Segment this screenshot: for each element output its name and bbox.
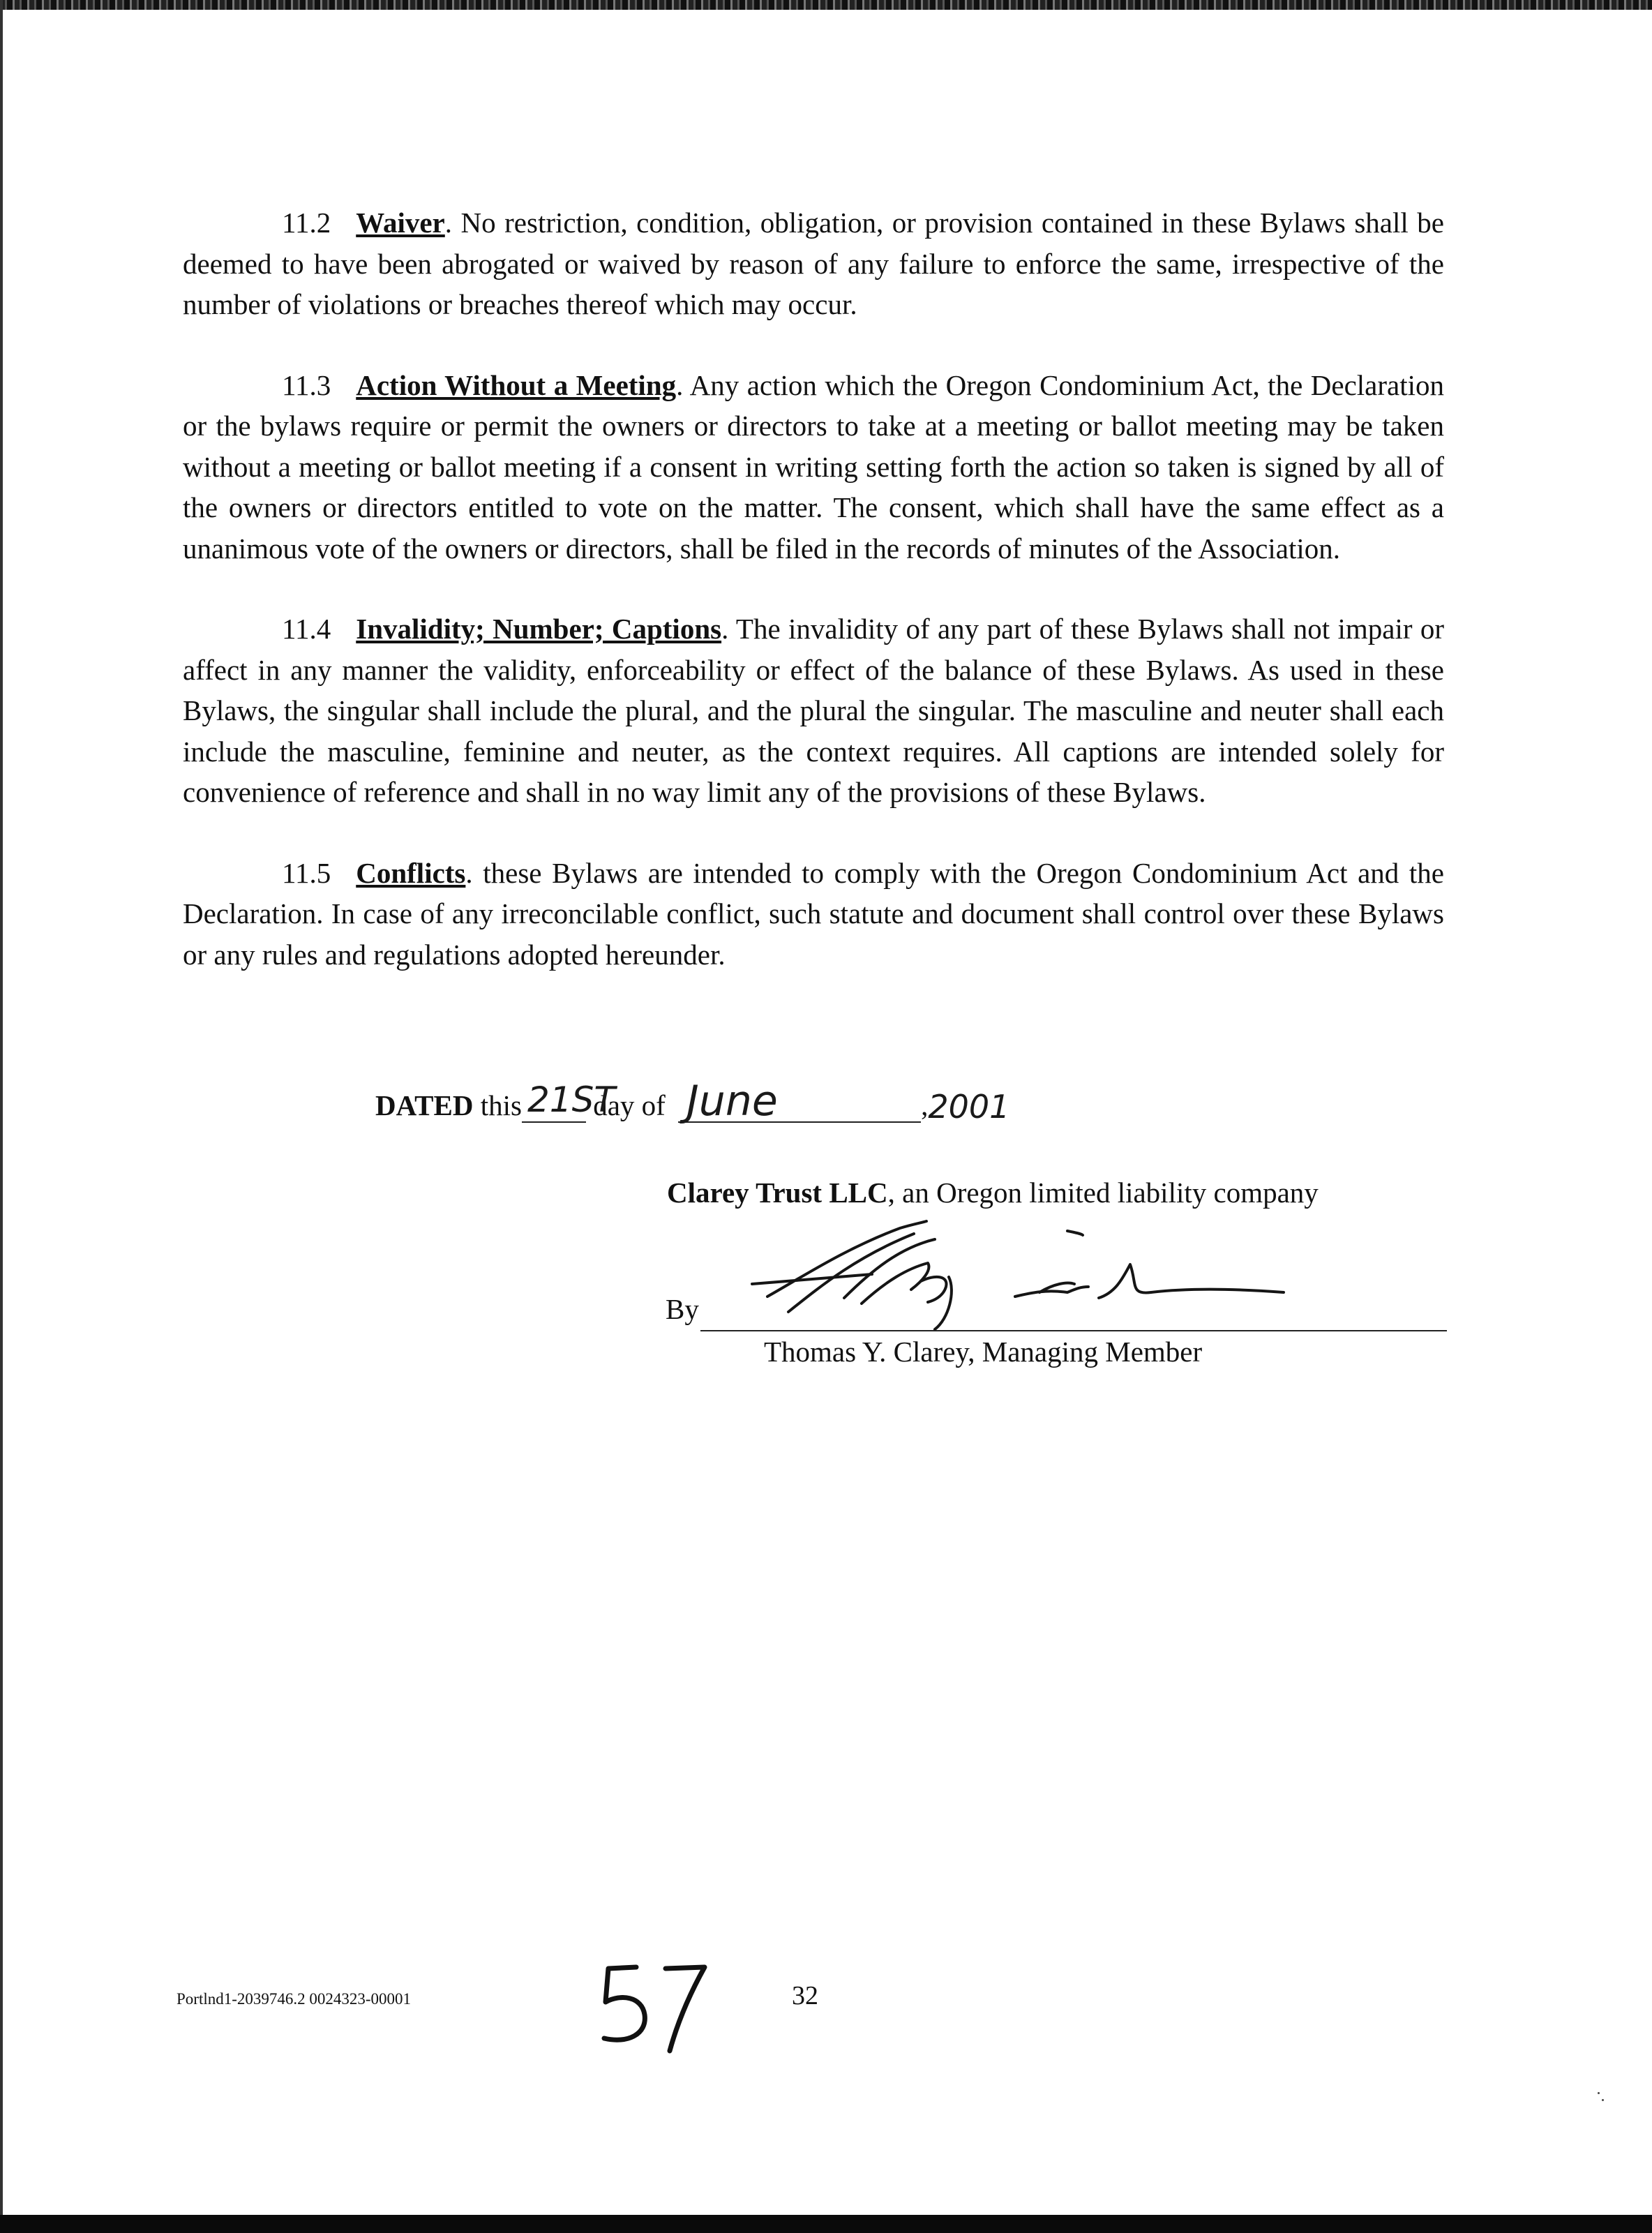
handwritten-signature bbox=[739, 1214, 1326, 1333]
company-name: Clarey Trust LLC bbox=[667, 1177, 888, 1209]
company-line bbox=[667, 1176, 1319, 1209]
page-number: 32 bbox=[792, 1981, 818, 2010]
section-text: . No restriction, condition, obligation, or provision contained in these Bylaws shall be deemed to have been abrogated or waived by reason of any failure to enforce the same, irrespective of the number of violations or breaches thereof which may occur. bbox=[183, 207, 1444, 320]
section-heading: Conflicts bbox=[356, 856, 466, 889]
section-heading: Waiver bbox=[356, 207, 445, 239]
dated-line bbox=[375, 1077, 1010, 1126]
document-id: Portlnd1-2039746.2 0024323-00001 bbox=[177, 1990, 412, 2008]
day-of-text: day of bbox=[593, 1089, 666, 1121]
month-fill-line bbox=[678, 1077, 921, 1126]
scan-speck bbox=[1602, 2099, 1604, 2101]
section-number: 11.4 bbox=[282, 613, 331, 645]
scan-speck bbox=[1598, 2092, 1600, 2094]
signer-name: Thomas Y. Clarey, Managing Member bbox=[764, 1336, 1203, 1368]
section-number: 11.3 bbox=[282, 368, 331, 401]
section-heading: Invalidity; Number; Captions bbox=[356, 613, 722, 645]
day-fill-line bbox=[522, 1080, 615, 1123]
handwritten-stamp-number bbox=[593, 1957, 719, 2055]
section-text: . Any action which the Oregon Condominium Act, the Declaration or the bylaws require or permit the owners or directors to take at a meeting or ballot meeting may be taken without a meeting or ballot meeting if a consent in writing setting forth the action so taken is signed by all of the owners or directors entitled to vote on the matter. The consent, which shall have the same effect as a unanimous vote of the owners or directors, shall be filed in the records of minutes of the Association. bbox=[183, 368, 1444, 565]
by-label: By bbox=[666, 1293, 699, 1325]
month-handwritten: June bbox=[686, 1077, 778, 1126]
scan-border-left bbox=[0, 0, 3, 2233]
section-number: 11.5 bbox=[282, 856, 331, 889]
section-11-4 bbox=[183, 608, 1444, 813]
signature-line bbox=[700, 1330, 1447, 1331]
section-11-5 bbox=[183, 853, 1444, 976]
date-comma: , bbox=[921, 1089, 929, 1121]
company-description: , an Oregon limited liability company bbox=[887, 1177, 1319, 1209]
bylaws-body bbox=[183, 202, 1444, 1015]
scan-border-top bbox=[0, 0, 1652, 10]
section-heading: Action Without a Meeting bbox=[356, 368, 677, 401]
section-number: 11.2 bbox=[282, 207, 331, 239]
section-11-3 bbox=[183, 365, 1444, 569]
scan-border-bottom bbox=[0, 2215, 1652, 2233]
year-handwritten: 2001 bbox=[928, 1088, 1010, 1126]
dated-this-text: this bbox=[480, 1089, 522, 1121]
section-text: . these Bylaws are intended to comply with the Oregon Condominium Act and the Declaration. In case of any irreconcilable conflict, such statute and document shall control over these Bylaws or any rules and regulations adopted hereunder. bbox=[183, 856, 1444, 971]
day-handwritten: 21ST bbox=[527, 1080, 615, 1120]
section-text: . The invalidity of any part of these Bylaws shall not impair or affect in any manner the validity, enforceability or effect of the balance of these Bylaws. As used in these Bylaws, the singular shall include the plural, and the plural the singular. The masculine and neuter shall each include the masculine, feminine and neuter, as the context requires. All captions are intended solely for convenience of reference and shall in no way limit any of the provisions of these Bylaws. bbox=[183, 613, 1444, 808]
section-11-2 bbox=[183, 202, 1444, 325]
dated-label: DATED bbox=[375, 1089, 474, 1121]
